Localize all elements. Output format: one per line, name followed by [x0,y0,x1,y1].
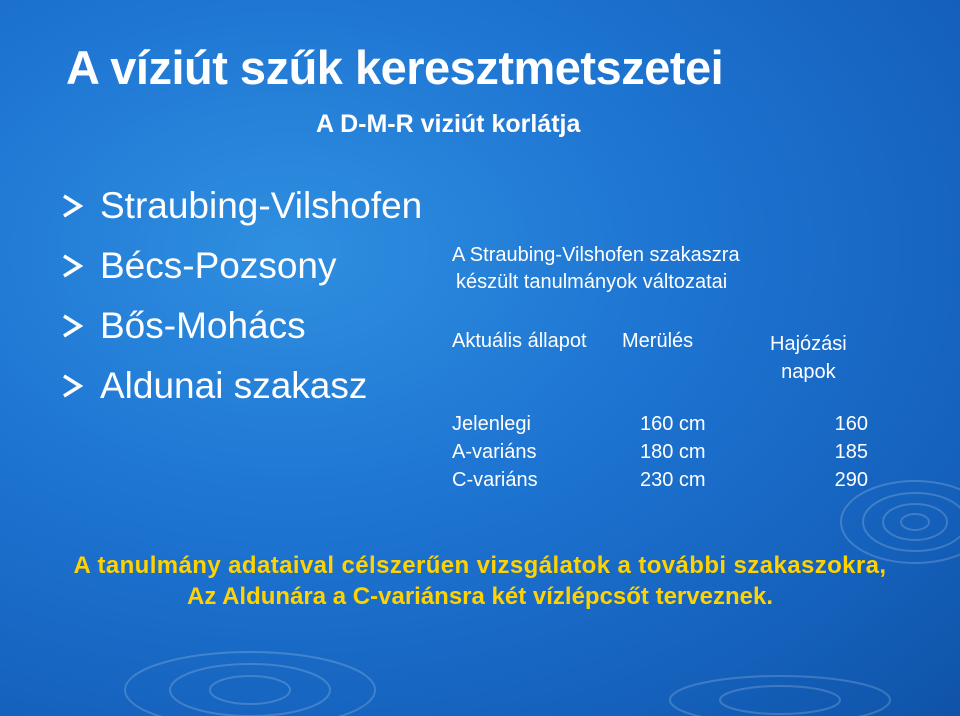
arrowhead-bullet-icon [60,253,86,279]
row-days-value: 160 [834,413,868,435]
bullet-item [60,296,422,356]
slide-title: A víziút szűk keresztmetszetei [66,41,724,94]
study-caption-line-2: készült tanulmányok változatai [456,271,728,293]
bullet-label: Straubing-Vilshofen [100,185,423,226]
row-variant-name: Jelenlegi [452,413,531,435]
row-draft-value: 230 cm [640,469,706,491]
variants-table-body [452,413,872,497]
arrowhead-bullet-icon [60,373,86,399]
bullet-label: Bécs-Pozsony [100,245,337,286]
study-caption [452,242,740,296]
bullet-item [60,356,422,416]
row-draft-value: 160 cm [640,413,706,435]
variants-table-header [452,330,872,390]
header-days-line-2: napok [781,361,836,383]
row-variant-name: C-variáns [452,469,538,491]
arrowhead-bullet-icon [60,193,86,219]
row-days-value: 290 [834,469,868,491]
row-variant-name: A-variáns [452,441,537,463]
bullet-label: Bős-Mohács [100,305,306,346]
header-navigation-days [770,330,847,386]
conclusion-line-1: A tanulmány adataival célszerűen vizsgálatok a további szakaszokra, [73,552,887,579]
header-days-line-1: Hajózási [770,333,847,355]
table-row [452,469,872,497]
header-state: Aktuális állapot [452,330,587,352]
arrowhead-bullet-icon [60,313,86,339]
slide-subtitle: A D-M-R viziút korlátja [316,110,581,138]
section-bullet-list [60,176,422,416]
bullet-item [60,236,422,296]
conclusion-line-2: Az Aldunára a C-variánsra két vízlépcsőt terveznek. [186,583,773,610]
header-draft: Merülés [622,330,694,352]
bullet-label: Aldunai szakasz [100,365,368,406]
study-caption-line-1: A Straubing-Vilshofen szakaszra [452,244,740,266]
table-row [452,413,872,441]
bullet-item [60,176,422,236]
row-days-value: 185 [834,441,868,463]
conclusion-footer [0,550,960,612]
row-draft-value: 180 cm [640,441,706,463]
table-row [452,441,872,469]
